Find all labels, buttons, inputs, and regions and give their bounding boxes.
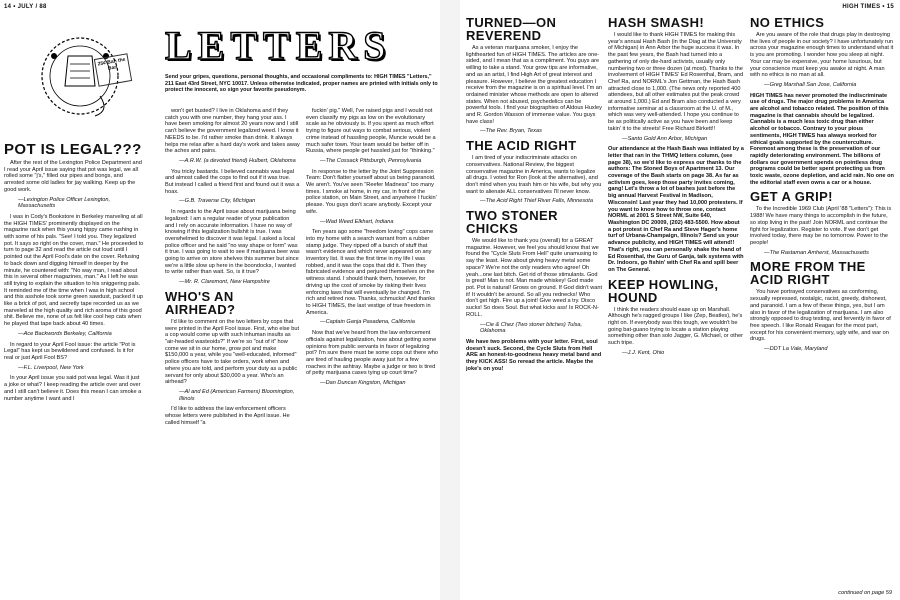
left-page bbox=[0, 0, 440, 600]
letter-text: I was in Cody's Bookstore in Berkeley marveling at all the HIGH TIMES' prominently displayed on the magazine rack when this young hippy came rushing in with some of his pals. "See! I told you. They legalized pot. It says so right on the cover, man." He proceeded to turn to page 32 and read the article out loud until I pointed out the April Fool's date on the cover. Refusing to back down and digging himself in deeper by the minute, he countered with: "No way man, I read about this in several other magazines, man." As I left he was still trying to explain the situation to his sniggering pals. It reminded me of the time when I was in high school and this asshole took some green sawdust, packed it up like a brick of pot, and secretly tape recorded us as we marveled at the high quality and rich aroma of this good shit. Believe me, none of us felt like cool hep cats when he played that tape back about 40 times. bbox=[4, 213, 144, 328]
letter-text: In regard to your April Fool issue: the article "Pot is Legal" has kept us bewildered and confused. Is it for real or just April Fool BS? bbox=[4, 341, 136, 361]
heading-the-acid-right: THE ACID RIGHT bbox=[466, 138, 577, 154]
letter-text: Ten years ago some "freedom loving" cops came into my home with a search warrant from a rubber stamp judge. They ripped off a bunch of stuff that wasn't evidence and which never appeared on any inventory list. It was the first time in my life I was robbed, and it was the cops that did it. Then they fabricated evidence and perjured themselves on the witness stand. I should thank them, however, for driving up the cost of smoke by risking their lives enforcing laws that will eventually be changed. I'm rich and retired now. Thanks, schmucks! And thanks to HIGH TIMES, the last vestige of true freedom in America. bbox=[306, 229, 435, 316]
letter-signature: —Dan Duncan Kingston, Michigan bbox=[320, 380, 406, 387]
column-5 bbox=[608, 14, 744, 594]
letter-text: I think the readers should ease up on Marshall. Although he's ragged groups I like (Zep, Beatles), he's right on. If everybody was this tough, we wouldn't be going bat-guano trying to locate a station playing something other than solo Jagger, G. Michael, or other such tripe. bbox=[608, 306, 743, 347]
letter-text: To the Incredible 1969 Club (April '88 "Letters"): This is 1988! We have many things to accomplish in the future, so stop living in the past! Join NORML and continue the fight for legalization. Register to vote. If we don't get involved today, there may be no tomorrow. Power to the people! bbox=[750, 206, 892, 246]
letter-signature: —Captain Ganja Pasadena, California bbox=[320, 319, 415, 326]
letters-intro: Send your gripes, questions, personal thoughts, and occasional compliments to: HIGH TIMES "Letters," 211 East 43rd Street, NYC 10017. Unless otherwise indicated, proper names are printed with initials only to protect the innocent, so sign your favorite pseudonym. bbox=[165, 74, 438, 93]
left-folio: 14 • JULY / 88 bbox=[4, 4, 47, 10]
column-2 bbox=[165, 108, 300, 594]
letter-text: In response to the letter by the Joint Suppression Team: Don't flatter yourself about us being paranoid. We aren't. You've seen "Reefer Madness" too many times. I smoke at home, in my car, in front of the police station, on Main Street, and anywhere I fuckin' please. You guys don't scare anybody. Except your wife. bbox=[306, 168, 437, 215]
column-1 bbox=[4, 140, 144, 594]
letter-signature: —DDT La Vale, Maryland bbox=[764, 346, 828, 353]
letter-text: I would like to thank HIGH TIMES for making this year's annual Hash Bash (in the Diag at the University of Michigan) in Ann Arbor the huge success it was. In the past few years, the Bash had turned into a gathering of only die-hard activists, usually only numbering two or three dozen (at most). Thanks to the involvement of HIGH TIMES' Ed Rosenthal, Bram, and Chef Ra, and NORML's Jon Gettman, the Hash Bash attracted close to 1,000. (The news only reported 400 attendees, but all other estimates put the peak crowd at around 1,000.) Ed and Bram also conducted a very informative seminar at a classroom at the U. of M., which was very well-attended. I hope you continue to be as politically active as you have been and keep takin' it to the streets! Free Richard Birkett!! bbox=[608, 32, 744, 132]
letter-text: Are you aware of the role that drugs play in destroying the lives of people in our society? I have unfortunately run across your magazine enough times to understand what it is you are promoting. I wonder how you sleep at night. Your car may be expensive, your home luxurious, but your conscience must keep you awake at night. A man with no ethics is no man at all. bbox=[750, 32, 894, 79]
editor-response: Our attendance at the Hash Bash was initiated by a letter that ran in the THMQ letters column, (see page 38), so we'd like to express our thanks to the authors: The Stoned Boys of Apartment 13. Our coverage of the Bash starts on page 38. As far as activism goes, keep those party invites coming, gang! Let's throw a lot of bashes just before the big annual Harvest Festival in Madison, Wisconsin! Last year they had 10,000 protesters. If you want to know how to throw one, contact NORML at 2001 S Street NW, Suite 640, Washington DC 20009, (202) 483-5500. How about a pot protest in Chef Ra and Steve Hager's home turf of Urbana-Champaign, Illinois? Send us your advance publicity, and HIGH TIMES will attend!! That's right, you can personally shake the hand of Ed Rosenthal, the Guru of Ganja, talk systems with Dr. Indoors, go fishin' with Chef Ra and spill beer on The General. bbox=[608, 146, 744, 273]
letter-text: I am tired of your indiscriminate attacks on conservatives. National Review, the biggest conservative magazine in America, wants to legalize all drugs. I voted for Ron (look at the alternative), and don't mind when you trash him or his wife, but why you want to alienate ALL conservatives I'll never know. bbox=[466, 155, 602, 195]
heading-get-a-grip: GET A GRIP! bbox=[750, 189, 833, 205]
letter-text: You have portrayed conservatives as conforming, sexually repressed, nostalgic, racist, greedy, dishonest, and paranoid. I am a few of these things, yes, but I am also in favor of the legalization of marijuana. I am also strongly opposed to drug testing, and fervently in favor of free speech. I like Ronald Reagan for the most part, except for his convenient memory, ugly wife, and war on drugs. bbox=[750, 289, 891, 343]
letter-signature: —Wad Weed Elkhart, Indiana bbox=[320, 218, 394, 225]
right-folio: HIGH TIMES • 15 bbox=[842, 4, 894, 10]
letter-signature: —Cie & Chez (Two stoner bitches) Tulsa, Oklahoma bbox=[480, 321, 583, 335]
heading-more-from-the-acid-right: MORE FROM THE ACID RIGHT bbox=[750, 259, 866, 288]
letters-banner bbox=[165, 22, 435, 68]
letter-text: fuckin' pig." Well, I've raised pigs and I would not even classify my pigs as low on the evolutionary scale as he obviously is. If you spent as much effort trying to figure out ways to combat serious, violent crime instead of hassling people, Muncie would be a much safer town. Your team would be better off in Russia, where people get hassled just for "thinking." bbox=[306, 108, 436, 155]
heading-pot-is-legal: POT IS LEGAL??? bbox=[4, 141, 142, 158]
letters-title: LETTERS bbox=[165, 23, 392, 68]
letter-signature: —F.L. Liverpool, New York bbox=[18, 364, 84, 371]
letter-signature: —The Rastaman Amherst, Massachusetts bbox=[764, 249, 869, 256]
letter-text: You tricky bastards. I believed cannabis was legal and almost called the cops to find out if it was true. But instead I called a friend first and found out it was a hoax. bbox=[165, 168, 300, 195]
letter-text: Now that we've heard from the law enforcement officials against legalization, how about getting some opinions from public servants in favor of legalizing pot? I'm sure there must be some cops out there who are tired of hauling people away just for a few roaches in the ashtray. Maybe a judge or two is tired of petty marijuana cases tying up court time? bbox=[306, 330, 438, 377]
letter-text: I'd like to comment on the two letters by cops that were printed in the April Fool issue. First, who else but a cop would come up with such inhuman insults as "air-headed wasteoids?" If we're so "out of it" how come we sit in our home, grow pot and make $150,000 a year, while you "well-educated, informed" police officers have to take orders, work when and where you are told, and perform your duty as a public servant for only about $30,000 a year. Who's an airhead? bbox=[165, 318, 300, 386]
heading-turned-on-reverend: TURNED—ON REVEREND bbox=[466, 15, 557, 43]
letter-signature: —Santo Gold Ann Arbor, Michigan bbox=[622, 135, 708, 142]
heading-hash-smash: HASH SMASH! bbox=[608, 15, 705, 30]
letter-signature: —Greg Marshall San Jose, California bbox=[764, 81, 857, 88]
column-4 bbox=[466, 14, 602, 594]
column-3 bbox=[306, 108, 438, 594]
letter-text: In regards to the April issue about marijuana being legalized: I am a regular reader of your publication and I rely on accurate information. I have no way of knowing if this legalization bullshit is true. I was overwhelmed to discover it was legal. I asked a local police officer and he said "no way shape or form" was it true. I was going to wait to see if marijuana beer was going to arrive on store shelves this summer but since we're a little slow up here in the boondocks, I wanted to write rather than wait. So, is it true? bbox=[165, 209, 300, 276]
heading-keep-howling-hound: KEEP HOWLING, HOUND bbox=[608, 276, 719, 305]
continued-note: continued on page 59 bbox=[838, 590, 892, 596]
editor-response: HIGH TIMES has never promoted the indiscriminate use of drugs. The major drug problems in America are alcohol and tobacco related. The position of this magazine is that cannabis should be legalized. Cannabis is a much less toxic drug than either alcohol or tobacco. Contrary to your pious sentiments, HIGH TIMES has always worked for ethical goals supported by the counterculture. Foremost among these is the preservation of our rapidly deteriorating environment. The billions of dollars our government spends on pointless drug programs could be better spent protecting us from toxic waste, ozone depletion, and acid rain. No one on the editorial staff even owns a car or a house. bbox=[750, 92, 894, 186]
heading-whos-an-airhead: WHO'S AN AIRHEAD? bbox=[165, 288, 236, 317]
page-gutter bbox=[440, 0, 460, 600]
letter-signature: —Ace Backwords Berkeley, California bbox=[18, 330, 112, 337]
letter-text: We would like to thank you (overall) for a GREAT magazine. However, we feel you should know that we found the "Cycle Sluts From Hell" quite unamusing to say the least. How about giving heavy metal some space? We're not the only readers who agree! Oh yeah...one last bitch. Get rid of those stimulants. God is great! Man is not. Man made whiskey! God made pot. Pot is natural! Grows on ground. If God didn't want it! It wouldn't be around. So all you rednecks! Who don't get high. Fire up a joint! Give weed a try. Disco sucks! So does Soul. But what kicks ass! Is ROCK-N-ROLL. bbox=[466, 238, 602, 318]
letter-text: In your April issue you said pot was legal. Was it just a joke or what? I keep reading the article over and over and I still can't believe it. Does this mean I can smoke a number anytime I want and I bbox=[4, 375, 142, 402]
letter-signature: —Al and Ed (American Farmers) Bloomington, Illinois bbox=[179, 388, 295, 402]
letter-signature: —Lexington Police Officer Lexington, Massachusetts bbox=[18, 196, 111, 210]
heading-no-ethics: NO ETHICS bbox=[750, 15, 825, 30]
column-6 bbox=[750, 14, 894, 586]
letter-signature: —The Acid Right Thief River Falls, Minnesota bbox=[480, 198, 593, 205]
letter-signature: —G.B. Traverse City, Michigan bbox=[179, 198, 256, 205]
heading-two-stoner-chicks: TWO STONER CHICKS bbox=[466, 208, 558, 237]
letter-signature: —The Cossack Pittsburgh, Pennsylvania bbox=[320, 157, 422, 164]
letter-text: I'd like to address the law enforcement officers whose letters were published in the April issue. He called himself "a bbox=[165, 406, 290, 426]
letter-text: won't get busted? I live in Oklahoma and if they catch you with one number, they hang your ass. I have been smoking for almost 20 years now and I still can't believe the government legalized weed. I know it NEEDS to be. I'd rather smoke than drink. It always helps me relax after a hard day's work and takes away the aches and pains. bbox=[165, 108, 300, 155]
letter-signature: —Mr. R. Claremont, New Hampshire bbox=[179, 279, 270, 286]
letter-signature: —J.J. Kent, Ohio bbox=[622, 349, 665, 356]
letter-text: After the rest of the Lexington Police Department and I read your April issue saying that pot was legal, we all rolled some "j's," filled our pipes and bongs, and arrested some old ladies for jay walking. Keep up the good work. bbox=[4, 160, 142, 193]
letter-signature: —A.R.W. (a devoted friend) Hulbert, Oklahoma bbox=[179, 157, 296, 164]
letter-signature: —The Rev. Bryan, Texas bbox=[480, 128, 542, 135]
editor-response: We have two problems with your letter. First, soul doesn't suck. Second, the Cycle Sluts from Hell ARE an honest-to-goodness heavy metal band and they KICK ASS! So reread the article. Maybe the joke's on you! bbox=[466, 338, 602, 372]
letter-text: As a veteran marijuana smoker, I enjoy the lighthearted fun of HIGH TIMES. The articles are one-sided, and I mean that as a compliment. You guys are willing to take a stand. Your grow tips are informative, and as an artist, I find High Art of great interest and pleasure. However, I believe the greatest education I receive from the magazine is on a spiritual level. I'm an ordained minister whose methods are open to altered states. When not abused, psychedelics can be powerful tools. I find your biographies of Aldous Huxley and R. Gordon Wasson of immense value. You guys have class! bbox=[466, 45, 602, 125]
ban-the-ban-stamp: 25¢ Ban the Ban bbox=[94, 53, 132, 86]
right-page bbox=[460, 0, 900, 600]
